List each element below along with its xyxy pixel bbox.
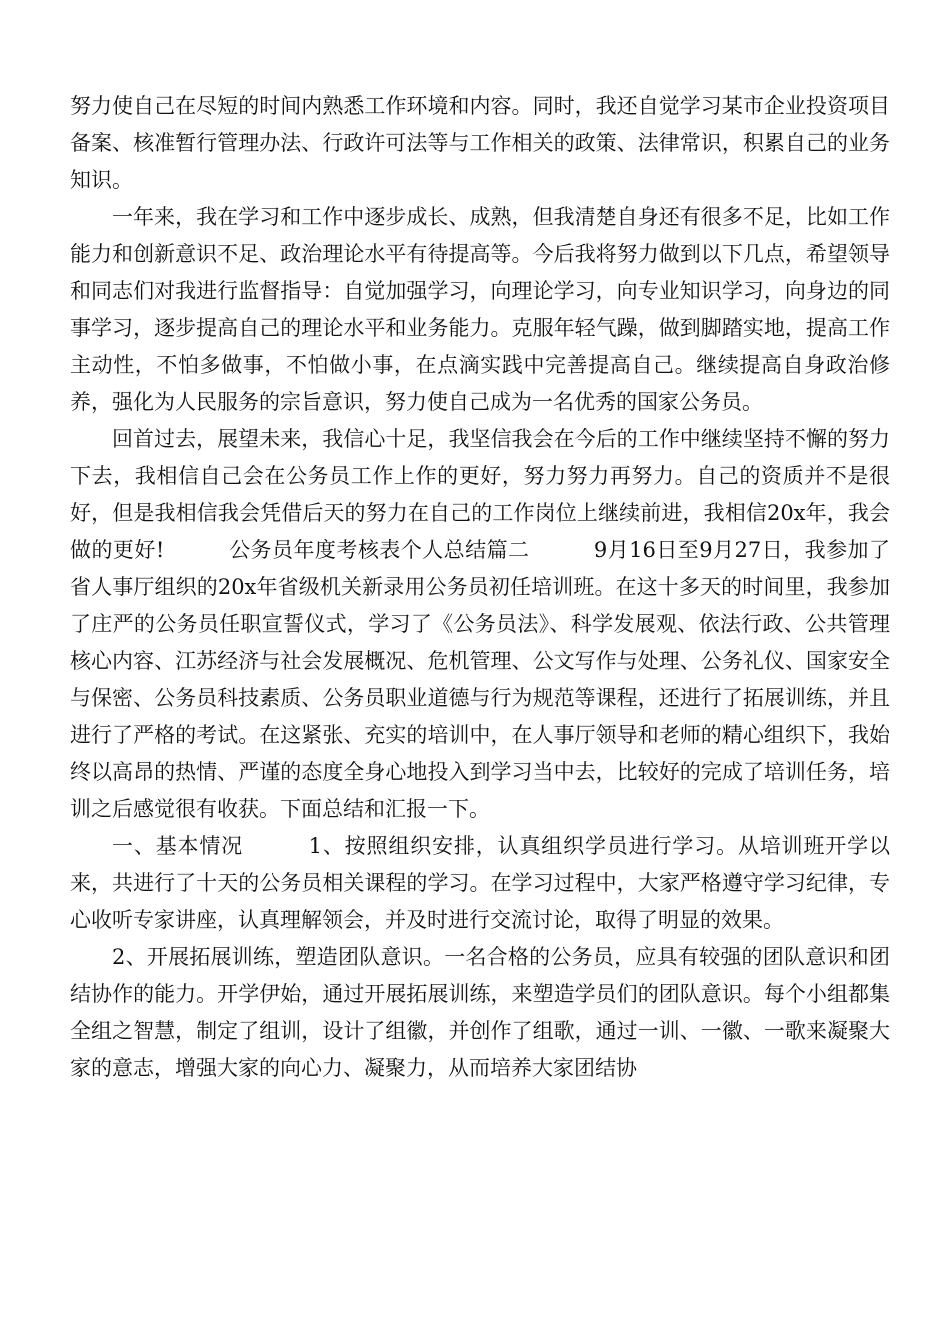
paragraph: 努力使自己在尽短的时间内熟悉工作环境和内容。同时，我还自觉学习某市企业投资项目备案、核准暂行管理办法、行政许可法等与工作相关的政策、法律常识，积累自己的业务知识。 bbox=[70, 94, 890, 192]
document-body bbox=[70, 88, 890, 1087]
paragraph: 2、开展拓展训练，塑造团队意识。一名合格的公务员，应具有较强的团队意识和团结协作的能力。开学伊始，通过开展拓展训练，来塑造学员们的团队意识。每个小组都集全组之智慧，制定了组训，设计了组徽，并创作了组歌，通过一训、一徽、一歌来凝聚大家的意志，增强大家的向心力、凝聚力，从而培养大家团结协 bbox=[70, 945, 890, 1080]
paragraph: 一年来，我在学习和工作中逐步成长、成熟，但我清楚自身还有很多不足，比如工作能力和创新意识不足、政治理论水平有待提高等。今后我将努力做到以下几点，希望领导和同志们对我进行监督指导：自觉加强学习，向理论学习，向专业知识学习，向身边的同事学习，逐步提高自己的理论水平和业务能力。克服年轻气躁，做到脚踏实地，提高工作主动性，不怕多做事，不怕做小事，在点滴实践中完善提高自己。继续提高自身政治修养，强化为人民服务的宗旨意识，努力使自己成为一名优秀的国家公务员。 bbox=[70, 205, 890, 414]
paragraph: 回首过去，展望未来，我信心十足，我坚信我会在今后的工作中继续坚持不懈的努力下去，我相信自己会在公务员工作上作的更好，努力努力再努力。自己的资质并不是很好，但是我相信我会凭借后天的努力在自己的工作岗位上继续前进，我相信20x年，我会做的更好! 公务员年度考核表个人总结篇二 9月16日至9月27日，我参加了省人事厅组织的20x年省级机关新录用公务员初任培训班。在这十多天的时间里，我参加了庄严的公务员任职宣誓仪式，学习了《公务员法》、科学发展观、依法行政、公共管理核心内容、江苏经济与社会发展概况、危机管理、公文写作与处理、公务礼仪、国家安全与保密、公务员科技素质、公务员职业道德与行为规范等课程，还进行了拓展训练，并且进行了严格的考试。在这紧张、充实的培训中，在人事厅领导和老师的精心组织下，我始终以高昂的热情、严谨的态度全身心地投入到学习当中去，比较好的完成了培训任务，培训之后感觉很有收获。下面总结和汇报一下。 bbox=[70, 427, 890, 821]
paragraph: 一、基本情况 1、按照组织安排，认真组织学员进行学习。从培训班开学以来，共进行了十天的公务员相关课程的学习。在学习过程中，大家严格遵守学习纪律，专心收听专家讲座，认真理解领会，并及时进行交流讨论，取得了明显的效果。 bbox=[70, 834, 890, 932]
